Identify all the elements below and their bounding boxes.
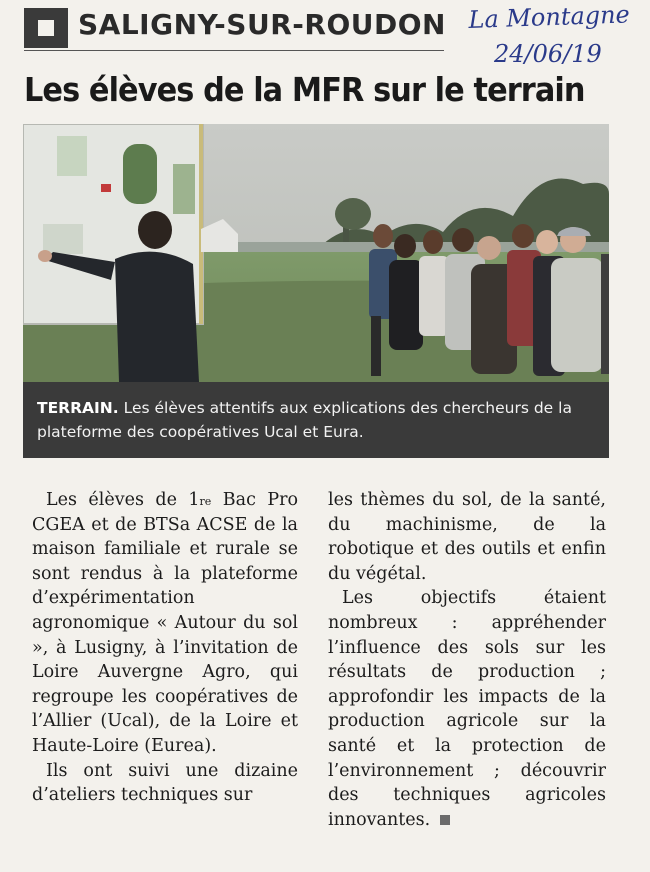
- article-paragraph-4: [328, 586, 606, 832]
- handwritten-note: [468, 0, 648, 68]
- handwritten-date: 24/06/19: [494, 40, 602, 68]
- article-paragraph-1: [32, 488, 298, 759]
- article-column-right: [328, 488, 606, 832]
- paragraph-1-rest: Bac Pro CGEA et de BTSa ACSE de la maison familiale et rurale se sont rendus à la plateforme d’expérimentation agronomique « Autour du sol », à Lusigny, à l’invitation de Loire Auvergne Agro, qui regroupe les coopératives de l’Allier (Ucal), de la Loire et Haute-Loire (Eurea).: [32, 490, 298, 756]
- section-square-icon: [24, 8, 68, 48]
- section-header: [24, 6, 444, 46]
- article-photo: [23, 124, 609, 382]
- handwritten-source: La Montagne: [468, 0, 631, 34]
- caption-lead: TERRAIN.: [37, 399, 119, 417]
- photo-caption: [23, 382, 609, 458]
- paragraph-1-start: Les élèves de 1: [46, 490, 200, 510]
- section-title: SALIGNY-SUR-ROUDON: [78, 8, 446, 41]
- caption-text: Les élèves attentifs aux explications des chercheurs de la plateforme des coopératives Ucal et Eura.: [37, 399, 572, 441]
- ordinal-superscript: re: [199, 495, 212, 508]
- end-of-article-icon: [440, 815, 450, 825]
- article-paragraph-3: les thèmes du sol, de la santé, du machinisme, de la robotique et des outils et enfin du végétal.: [328, 490, 606, 584]
- headline: Les élèves de la MFR sur le terrain: [24, 70, 585, 109]
- paragraph-4-text: Les objectifs étaient nombreux : appréhender l’influence des sols sur les résultats de production ; approfondir les impacts de la production agricole sur la santé et la protection de l’environnement ; découvrir des techniques agricoles innovantes.: [328, 588, 606, 830]
- photo-illustration: [23, 124, 609, 382]
- article-column-left: [32, 488, 298, 808]
- section-divider: [24, 50, 444, 51]
- article-paragraph-2: Ils ont suivi une dizaine d’ateliers techniques sur: [32, 760, 298, 806]
